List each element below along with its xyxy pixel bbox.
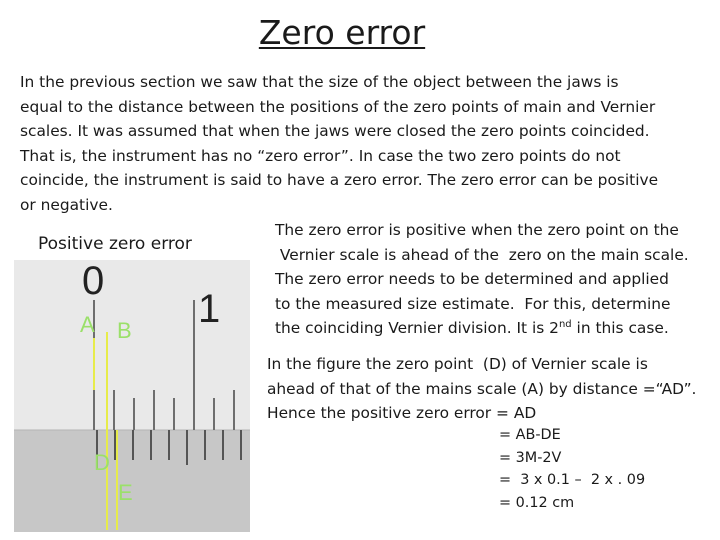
intro-line: equal to the distance between the positions of the zero points of main and Vernier bbox=[20, 97, 656, 116]
explanation-line: The zero error is positive when the zero point on the bbox=[275, 221, 679, 239]
calculation-line: = 0.12 cm bbox=[499, 494, 575, 511]
point-label-A: A bbox=[80, 312, 95, 337]
main-scale-label-0: 0 bbox=[82, 260, 105, 303]
intro-line: That is, the instrument has no “zero error”. In case the two zero points do not bbox=[20, 146, 621, 165]
intro-line: scales. It was assumed that when the jaws were closed the zero points coincided. bbox=[20, 122, 650, 141]
page-title bbox=[0, 12, 684, 54]
calculation-line: = AB-DE bbox=[499, 427, 561, 443]
calculation-steps bbox=[499, 424, 645, 514]
main-scale-label-1: 1 bbox=[198, 287, 221, 331]
explanation-text: in this case. bbox=[571, 319, 669, 338]
calculation-line: = 3M-2V bbox=[499, 449, 562, 466]
intro-paragraph bbox=[20, 70, 710, 218]
vernier-scale-photo bbox=[14, 260, 250, 532]
intro-line: or negative. bbox=[20, 195, 113, 214]
result-line: In the figure the zero point (D) of Vernier scale is bbox=[267, 355, 648, 373]
explanation-paragraph bbox=[275, 218, 715, 341]
title-text: Zero error bbox=[258, 13, 426, 52]
result-line: ahead of that of the mains scale (A) by distance =“AD”. bbox=[267, 379, 697, 398]
explanation-line: The zero error needs to be determined and applied bbox=[275, 270, 669, 289]
result-paragraph bbox=[267, 352, 717, 426]
intro-line: In the previous section we saw that the size of the object between the jaws is bbox=[20, 73, 619, 91]
explanation-line: to the measured size estimate. For this, determine bbox=[275, 294, 671, 313]
explanation-line: Vernier scale is ahead of the zero on the main scale. bbox=[275, 245, 689, 264]
point-label-B: B bbox=[117, 318, 132, 343]
point-label-E: E bbox=[118, 480, 133, 505]
explanation-text: the coinciding Vernier division. It is 2 bbox=[275, 319, 559, 338]
intro-line: coincide, the instrument is said to have a zero error. The zero error can be positive bbox=[20, 171, 659, 190]
point-label-D: D bbox=[94, 450, 110, 475]
figure-caption: Positive zero error bbox=[38, 234, 192, 254]
calculation-line: = 3 x 0.1 – 2 x . 09 bbox=[499, 472, 646, 488]
ordinal-suffix: nd bbox=[558, 319, 572, 331]
explanation-line bbox=[275, 316, 715, 341]
result-line: Hence the positive zero error = AD bbox=[267, 404, 537, 423]
